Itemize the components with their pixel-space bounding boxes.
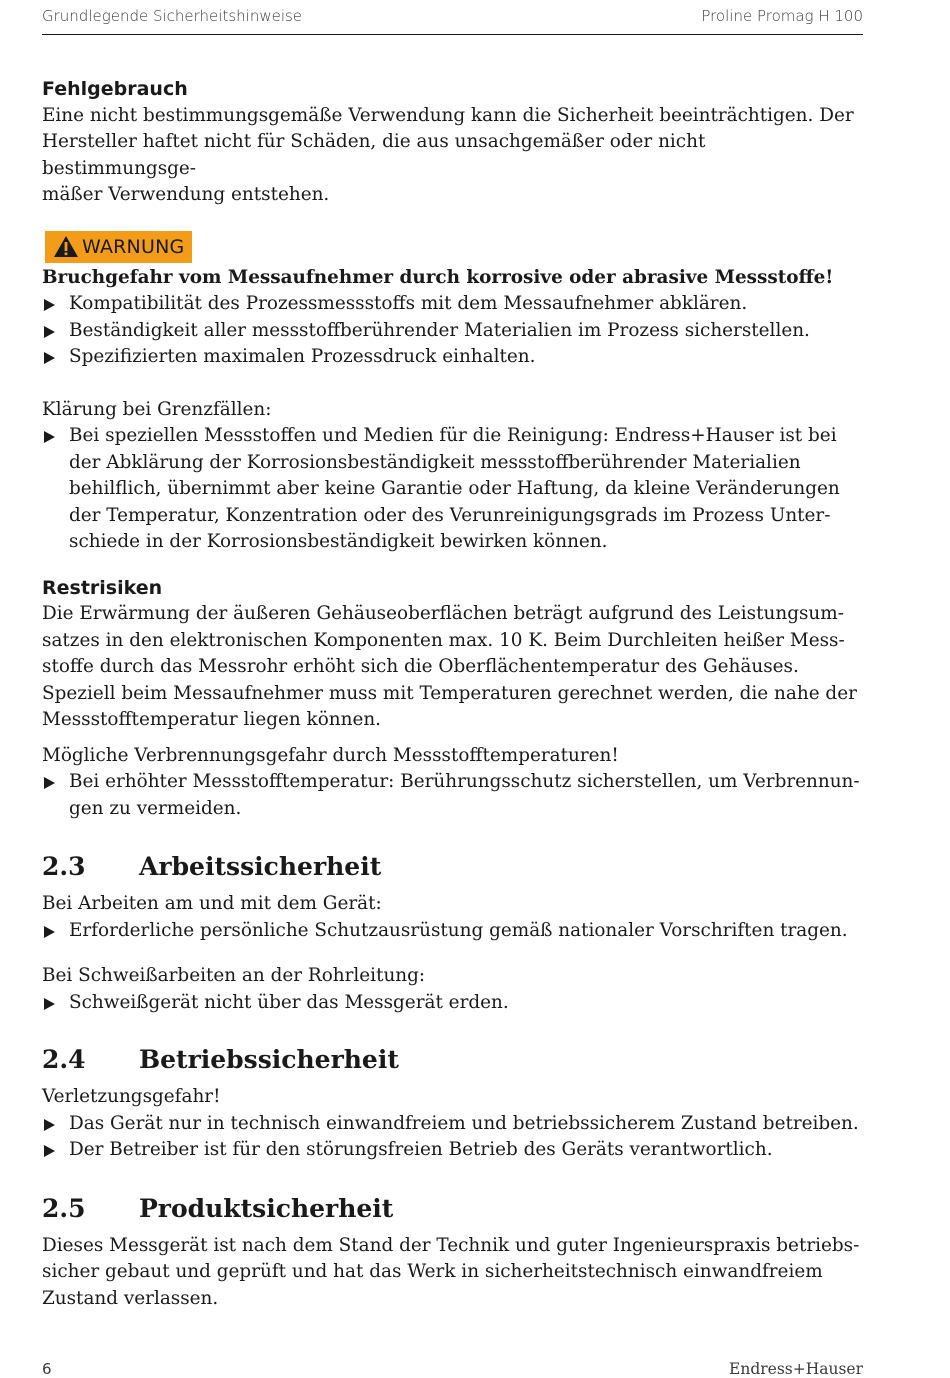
fehlgebrauch-heading: Fehlgebrauch bbox=[42, 78, 188, 100]
restrisiken-heading: Restrisiken bbox=[42, 576, 163, 599]
fehlgebrauch-line: mäßer Verwendung entstehen. bbox=[42, 184, 330, 205]
restrisiken-line: Die Erwärmung der äußeren Gehäuseoberflächen beträgt aufgrund des Leistungsum- bbox=[42, 603, 844, 624]
header-chapter-title: Grundlegende Sicherheitshinweise bbox=[42, 7, 303, 25]
arrow-bullet-icon bbox=[44, 926, 55, 938]
restrisiken-line: stoffe durch das Messrohr erhöht sich die Oberflächentemperatur des Gehäuses. bbox=[42, 656, 799, 677]
arrow-bullet-icon bbox=[44, 299, 55, 311]
arrow-bullet-icon bbox=[44, 1119, 55, 1131]
list-item: Bei erhöhter Messstofftemperatur: Berührungsschutz sicherstellen, um Verbrennun- gen zu vermeiden. bbox=[42, 769, 863, 822]
burn-warning-intro: Mögliche Verbrennungsgefahr durch Messstofftemperaturen! bbox=[42, 744, 619, 766]
section-number: 2.4 bbox=[42, 1045, 86, 1074]
arrow-bullet-icon bbox=[44, 352, 55, 364]
warning-headline: Bruchgefahr vom Messaufnehmer durch korrosive oder abrasive Messstoffe! bbox=[42, 266, 834, 288]
header-product-name: Proline Promag H 100 bbox=[701, 7, 863, 25]
section-title: Produktsicherheit bbox=[139, 1193, 394, 1223]
arrow-bullet-icon bbox=[44, 431, 55, 443]
warning-badge bbox=[45, 231, 192, 263]
burn-action-list bbox=[42, 769, 863, 822]
klaerung-intro: Klärung bei Grenzfällen: bbox=[42, 398, 272, 420]
s24-list bbox=[42, 1111, 863, 1164]
warning-label: WARNUNG bbox=[82, 235, 185, 258]
restrisiken-line: satzes in den elektronischen Komponenten max. 10 K. Beim Durchleiten heißer Mess- bbox=[42, 629, 845, 651]
s25-line: sicher gebaut und geprüft und hat das Werk in sicherheitstechnisch einwandfreiem bbox=[42, 1261, 823, 1282]
section-title: Arbeitssicherheit bbox=[139, 852, 382, 881]
s24-intro: Verletzungsgefahr! bbox=[42, 1086, 221, 1107]
footer-brand: Endress+Hauser bbox=[729, 1360, 863, 1378]
s23-intro-1: Bei Arbeiten am und mit dem Gerät: bbox=[42, 893, 382, 914]
list-item: Erforderliche persönliche Schutzausrüstung gemäß nationaler Vorschriften tragen. bbox=[42, 918, 863, 945]
list-item: Spezifizierten maximalen Prozessdruck einhalten. bbox=[42, 344, 863, 371]
section-heading-2-4 bbox=[42, 1045, 863, 1075]
s23-list-2 bbox=[42, 990, 863, 1017]
section-number: 2.3 bbox=[42, 852, 86, 881]
klaerung-list bbox=[42, 423, 863, 556]
s23-intro-2: Bei Schweißarbeiten an der Rohrleitung: bbox=[42, 965, 426, 986]
warning-triangle-icon bbox=[53, 235, 79, 258]
arrow-bullet-icon bbox=[44, 998, 55, 1010]
list-item: Schweißgerät nicht über das Messgerät erden. bbox=[42, 990, 863, 1017]
s25-line: Dieses Messgerät ist nach dem Stand der Technik und guter Ingenieurspraxis betriebs- bbox=[42, 1234, 860, 1256]
arrow-bullet-icon bbox=[44, 326, 55, 338]
page-content bbox=[42, 76, 863, 1312]
page-number: 6 bbox=[42, 1360, 52, 1378]
running-header bbox=[42, 6, 863, 35]
list-item: Bei speziellen Messstoffen und Medien für die Reinigung: Endress+Hauser ist bei der Abklärung der Korrosionsbeständigkeit messstoffberührender Materialien behilflich, übernimmt aber keine Garantie oder Haftung, da kleine Veränderungen der Temperatur, Konzentration oder des Verunreinigungsgrads im Prozess Unter- schiede in der Korrosionsbeständigkeit bewirken können. bbox=[42, 423, 863, 556]
section-number: 2.5 bbox=[42, 1193, 86, 1223]
restrisiken-line: Messstofftemperatur liegen können. bbox=[42, 709, 382, 730]
arrow-bullet-icon bbox=[44, 1145, 55, 1157]
fehlgebrauch-line: Eine nicht bestimmungsgemäße Verwendung kann die Sicherheit beeinträchtigen. Der bbox=[42, 104, 854, 126]
s23-list-1 bbox=[42, 918, 863, 945]
section-title: Betriebssicherheit bbox=[139, 1045, 399, 1074]
fehlgebrauch-line: Hersteller haftet nicht für Schäden, die aus unsachgemäßer oder nicht bestimmungsge- bbox=[42, 131, 706, 179]
warning-action-list bbox=[42, 291, 863, 371]
list-item: Der Betreiber ist für den störungsfreien Betrieb des Geräts verantwortlich. bbox=[42, 1137, 863, 1164]
section-heading-2-3 bbox=[42, 852, 863, 882]
list-item: Kompatibilität des Prozessmessstoffs mit dem Messaufnehmer abklären. bbox=[42, 291, 863, 318]
list-item: Das Gerät nur in technisch einwandfreiem und betriebssicherem Zustand betreiben. bbox=[42, 1111, 863, 1138]
section-heading-2-5 bbox=[42, 1194, 863, 1224]
restrisiken-line: Speziell beim Messaufnehmer muss mit Temperaturen gerechnet werden, die nahe der bbox=[42, 682, 857, 704]
s25-line: Zustand verlassen. bbox=[42, 1287, 219, 1309]
list-item: Beständigkeit aller messstoffberührender Materialien im Prozess sicherstellen. bbox=[42, 318, 863, 345]
arrow-bullet-icon bbox=[44, 777, 55, 789]
